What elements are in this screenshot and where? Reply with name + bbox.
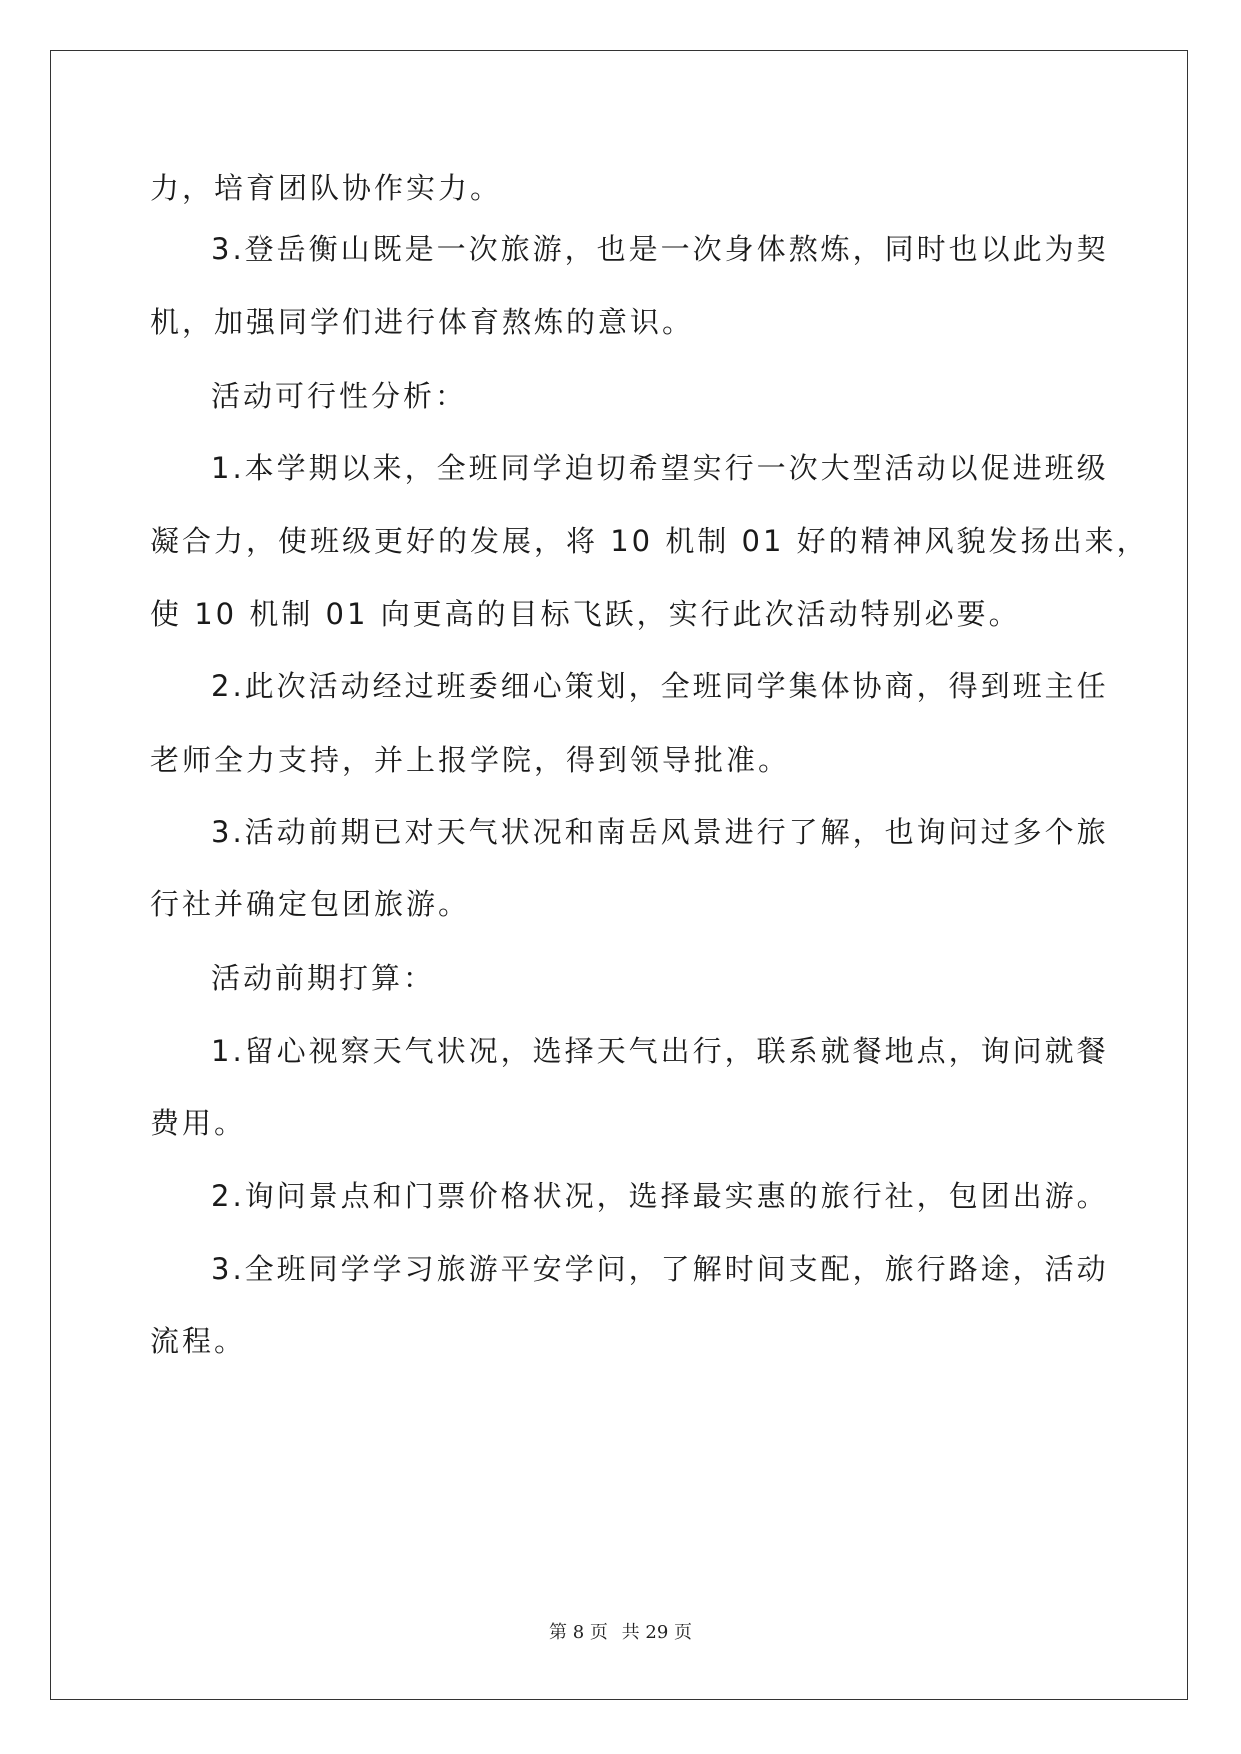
page-total: 共 29 页 [621,1622,692,1643]
text-line: 3.活动前期已对天气状况和南岳风景进行了解，也询问过多个旅 [211,815,1109,849]
section-heading: 活动可行性分析： [211,379,468,413]
text-line: 1.本学期以来，全班同学迫切希望实行一次大型活动以促进班级 [211,451,1109,485]
text-line: 流程。 [150,1324,247,1358]
section-heading: 活动前期打算： [211,961,436,995]
text-line: 费用。 [150,1106,247,1140]
text-line: 使 10 机制 01 向更高的目标飞跃，实行此次活动特别必要。 [150,597,1021,631]
page-number: 第 8 页 [549,1622,608,1643]
text-line: 1.留心视察天气状况，选择天气出行，联系就餐地点，询问就餐 [211,1034,1109,1068]
text-line: 行社并确定包团旅游。 [150,887,471,921]
text-line: 2.此次活动经过班委细心策划，全班同学集体协商，得到班主任 [211,669,1109,703]
text-line: 机，加强同学们进行体育熬炼的意识。 [150,305,695,339]
text-line: 力，培育团队协作实力。 [150,171,503,205]
page-footer [0,1618,1241,1644]
page-border [50,50,1188,1700]
text-line: 老师全力支持，并上报学院，得到领导批准。 [150,743,791,777]
text-line: 凝合力，使班级更好的发展，将 10 机制 01 好的精神风貌发扬出来， [150,524,1149,558]
text-line: 3.全班同学学习旅游平安学问，了解时间支配，旅行路途，活动 [211,1252,1109,1286]
text-line: 3.登岳衡山既是一次旅游，也是一次身体熬炼，同时也以此为契 [211,232,1109,266]
text-line: 2.询问景点和门票价格状况，选择最实惠的旅行社，包团出游。 [211,1179,1109,1213]
